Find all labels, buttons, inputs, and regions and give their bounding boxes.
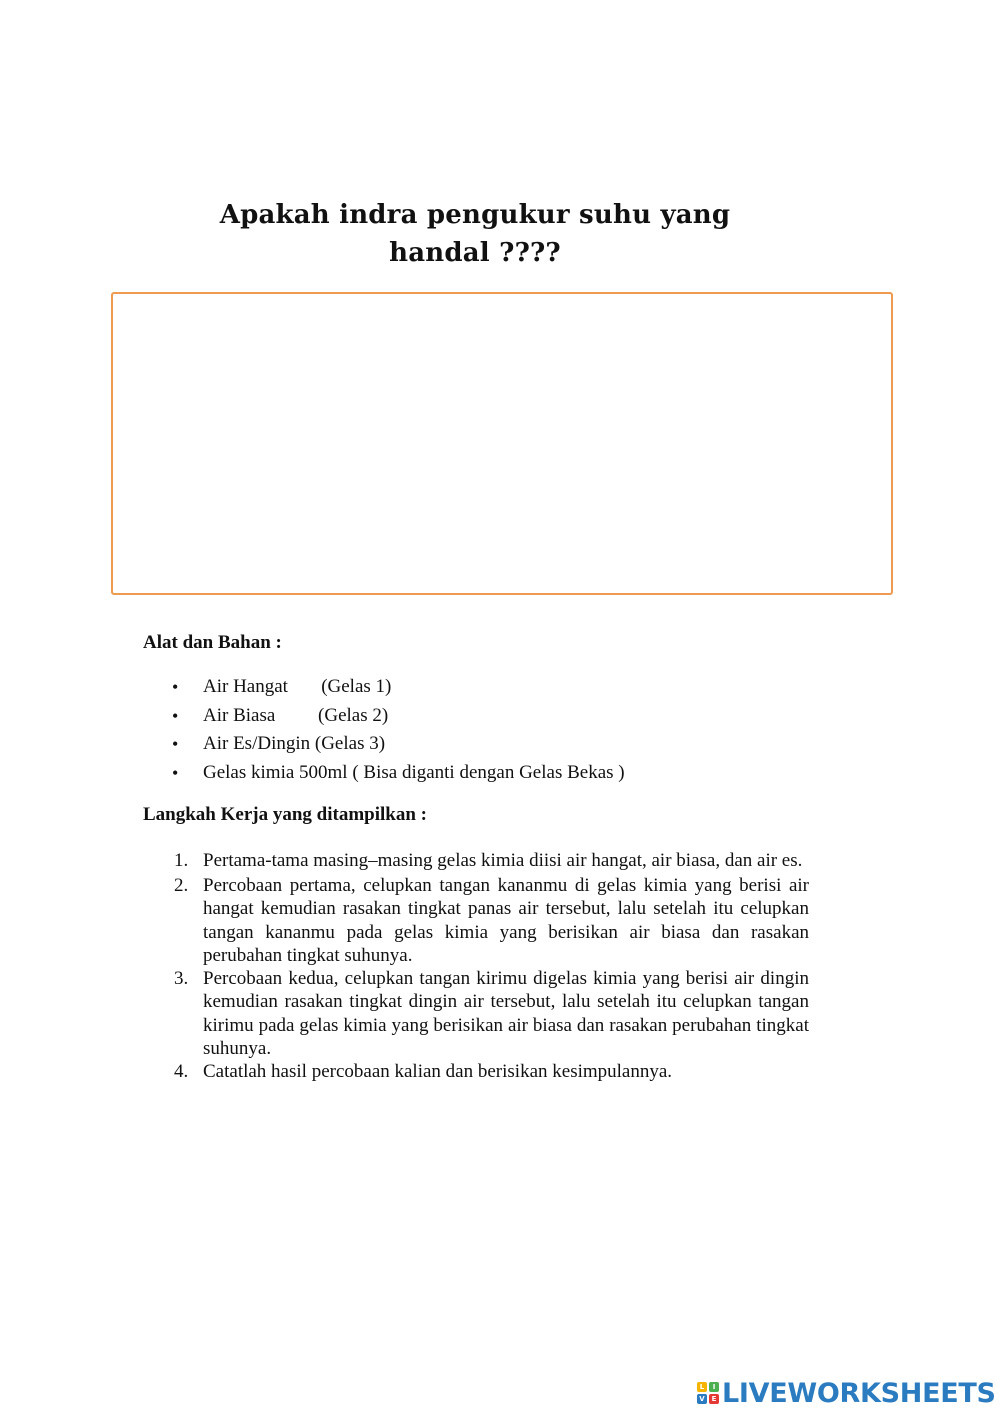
list-item (170, 874, 809, 967)
liveworksheets-logo (697, 1376, 996, 1410)
list-item (170, 1060, 809, 1083)
step-number: 1. (174, 850, 189, 871)
step-number: 4. (174, 1061, 189, 1083)
logo-tile: L (697, 1382, 707, 1392)
step-text: Pertama-tama masing–masing gelas kimia diisi air hangat, air biasa, dan air es. (203, 850, 803, 871)
list-item: • Gelas kimia 500ml ( Bisa diganti dengan Gelas Bekas ) (170, 761, 625, 790)
step-text: Percobaan kedua, celupkan tangan kirimu digelas kimia yang berisi air dingin kemudian rasakan tingkat dingin air tersebut, lalu setelah itu celupkan tangan kirimu pada gelas kimia yang berisikan air biasa dan rasakan perubahan tingkat suhunya. (203, 968, 809, 1060)
media-placeholder-box (111, 292, 893, 595)
title-line-2: handal ???? (389, 238, 561, 268)
step-number: 3. (174, 968, 189, 990)
list-item: • Air Hangat (Gelas 1) (170, 675, 625, 704)
logo-text: LIVEWORKSHEETS (722, 1377, 996, 1409)
logo-tile: V (697, 1394, 707, 1404)
list-item (170, 967, 809, 1060)
logo-tile: E (709, 1394, 719, 1404)
steps-heading: Langkah Kerja yang ditampilkan : (143, 804, 427, 825)
logo-tile: I (709, 1382, 719, 1392)
list-item: • Air Es/Dingin (Gelas 3) (170, 732, 625, 761)
list-item: • Air Biasa (Gelas 2) (170, 704, 625, 733)
step-number: 2. (174, 875, 189, 896)
title-line-1: Apakah indra pengukur suhu yang (219, 200, 731, 230)
materials-list (170, 675, 625, 789)
step-text: Percobaan pertama, celupkan tangan kananmu di gelas kimia yang berisi air hangat kemudian rasakan tingkat panas air tersebut, lalu setelah itu celupkan tangan kananmu pada gelas kimia yang berisikan air biasa dan rasakan perubahan tingkat suhunya. (203, 875, 809, 966)
liveworksheets-logo-icon (697, 1382, 719, 1404)
list-item (170, 848, 809, 874)
materials-heading: Alat dan Bahan : (143, 632, 282, 653)
step-text: Catatlah hasil percobaan kalian dan berisikan kesimpulannya. (203, 1061, 673, 1083)
worksheet-title (170, 196, 780, 272)
steps-list (170, 848, 809, 1084)
